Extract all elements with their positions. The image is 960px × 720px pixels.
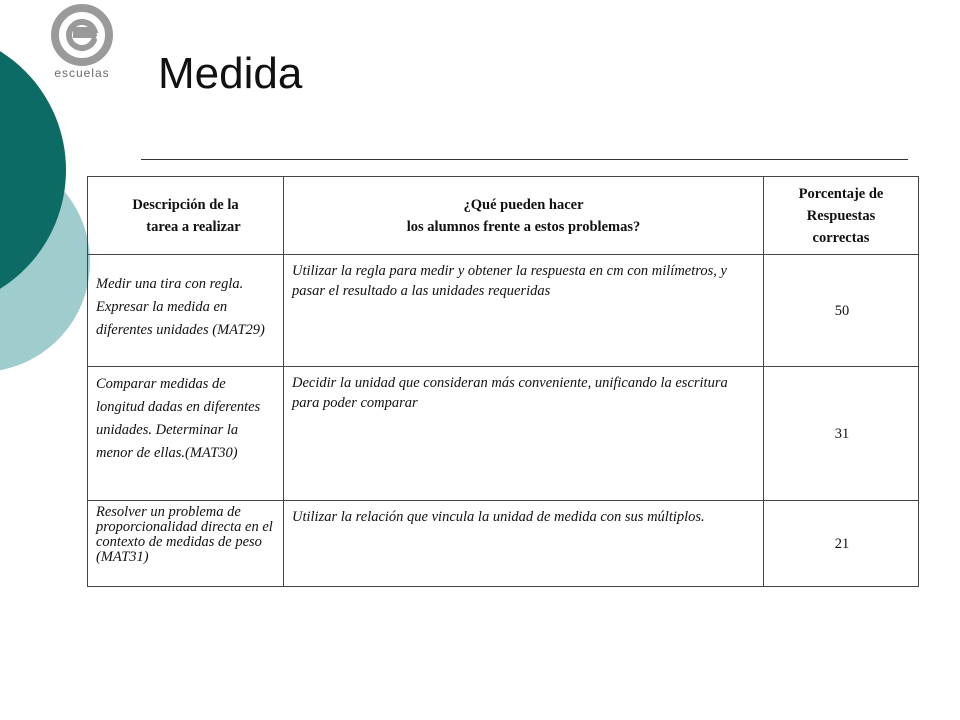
header-description-line1: Descripción de la — [132, 196, 239, 213]
row-action: Utilizar la regla para medir y obtener la respuesta en cm con milímetros, y pasar el resultado a las unidades requeridas — [284, 255, 764, 367]
header-description — [88, 177, 284, 255]
table-row — [88, 501, 919, 587]
header-action — [284, 177, 764, 255]
header-action-line1: ¿Qué pueden hacer — [463, 196, 584, 213]
logo-text: escuelas — [54, 66, 110, 80]
row-percent: 50 — [764, 255, 919, 367]
row-description: Resolver un problema de proporcionalidad directa en el contexto de medidas de peso (MAT31) — [88, 501, 284, 587]
header-action-line2: los alumnos frente a estos problemas? — [406, 218, 641, 235]
table-header-row — [88, 177, 919, 255]
row-percent: 21 — [764, 501, 919, 587]
header-percent-line2: Respuestas — [806, 207, 876, 224]
title-divider — [141, 159, 908, 160]
row-percent: 31 — [764, 367, 919, 501]
row-action: Utilizar la relación que vincula la unidad de medida con sus múltiplos. — [284, 501, 764, 587]
row-description: Comparar medidas de longitud dadas en diferentes unidades. Determinar la menor de ellas.(MAT30) — [88, 367, 284, 501]
table-row — [88, 255, 919, 367]
header-description-line2: tarea a realizar — [146, 218, 241, 235]
tasks-table — [87, 176, 919, 587]
table-row — [88, 367, 919, 501]
row-action: Decidir la unidad que consideran más conveniente, unificando la escritura para poder comparar — [284, 367, 764, 501]
row-description: Medir una tira con regla. Expresar la medida en diferentes unidades (MAT29) — [88, 255, 284, 367]
header-percent — [764, 177, 919, 255]
header-percent-line3: correctas — [812, 229, 870, 246]
header-percent-line1: Porcentaje de — [798, 185, 884, 202]
page-title: Medida — [158, 49, 303, 98]
